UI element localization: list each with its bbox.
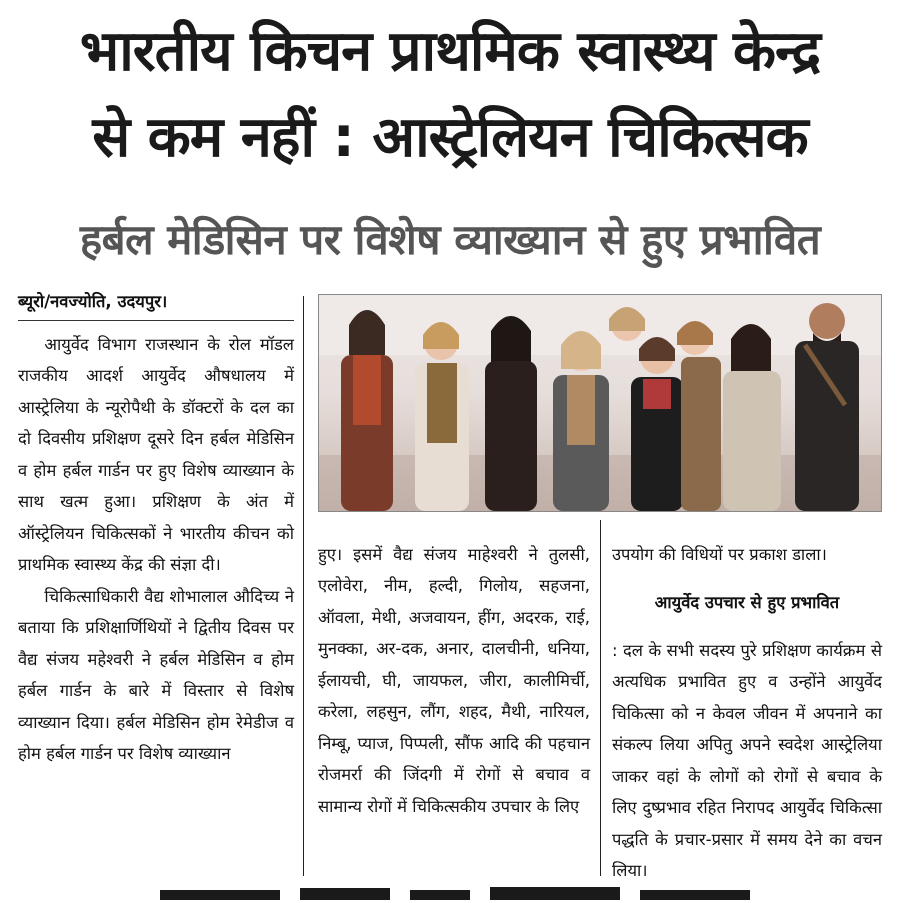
subheadline: हर्बल मेडिसिन पर विशेष व्याख्यान से हुए प्रभावित xyxy=(79,215,821,264)
headline-line-1: भारतीय किचन प्राथमिक स्वास्थ्य केन्द्र xyxy=(79,19,821,84)
article-column-3 xyxy=(612,522,882,903)
column-3-subheading: आयुर्वेद उपचार से हुए प्रभावित xyxy=(654,592,840,612)
column-3-paragraph-1: उपयोग की विधियों पर प्रकाश डाला। xyxy=(612,544,827,564)
headline-line-2: से कम नहीं : आस्ट्रेलियन चिकित्सक xyxy=(92,105,808,170)
column-divider-1 xyxy=(303,296,304,876)
column-3-paragraph-2: : दल के सभी सदस्य पुरे प्रशिक्षण कार्यक्रम से अत्यधिक प्रभावित हुए व उन्होंने आयुर्वेद चिकित्सा को न केवल जीवन में अपनाने का संकल्प लिया अपितु अपने स्वदेश आस्ट्रेलिया जाकर वहां के लोगों को रोगों से बचाव के लिए दुष्प्रभाव रहित निरापद आयुर्वेद चिकित्सा पद्धति के प्रचार-प्रसार में समय देने का वचन लिया। xyxy=(612,640,882,880)
column-divider-2 xyxy=(600,520,601,876)
group-photo-illustration xyxy=(319,295,881,511)
group-photo xyxy=(318,294,882,512)
next-article-headline-cutoff xyxy=(0,884,900,900)
column-2-paragraph-1: हुए। इसमें वैद्य संजय माहेश्वरी ने तुलसी, एलोवेरा, नीम, हल्दी, गिलोय, सहजना, ऑवला, मेथी, अजवायन, हींग, अदरक, राई, मुनक्का, अर-दक, अनार, दालचीनी, धनिया, ईलायची, घी, जायफल, जीरा, कालीमिर्ची, करेला, लहसुन, लौंग, शहद, मैथी, नारियल, निम्बू, प्याज, पिप्पली, सौंफ आदि की पहचान रोजमर्रा की जिंदगी में रोगों से बचाव व सामान्य रोगों में चिकित्सकीय उपचार के लिए xyxy=(318,544,590,816)
column-1-paragraph-1: आयुर्वेद विभाग राजस्थान के रोल मॉडल राजकीय आदर्श आयुर्वेद औषधालय में आस्ट्रेलिया के न्यूरोपैथी के डॉक्टरों के दल का दो दिवसीय प्रशिक्षण दूसरे दिन हर्बल मेडिसिन व होम हर्बल गार्डन पर हुए विशेष व्याख्यान के साथ खत्म हुआ। प्रशिक्षण के अंत में ऑस्ट्रेलियन चिकित्सकों ने भारतीय कीचन को प्राथमिक स्वास्थ्य केंद्र की संज्ञा दी। xyxy=(18,334,294,574)
column-1-paragraph-2: चिकित्साधिकारी वैद्य शोभालाल औदिच्य ने बताया कि प्रशिक्षार्णिथियों ने द्वितीय दिवस पर वैद्य संजय महेश्वरी ने हर्बल मेडिसिन व होम हर्बल गार्डन के बारे में विस्तार से विशेष व्याख्यान दिया। हर्बल मेडिसिन होम रेमेडीज व होम हर्बल गार्डन पर विशेष व्याख्यान xyxy=(18,586,294,763)
article-column-2 xyxy=(318,522,590,839)
byline: ब्यूरो/नवज्योति, उदयपुर। xyxy=(18,286,294,321)
article-column-1 xyxy=(18,286,294,770)
